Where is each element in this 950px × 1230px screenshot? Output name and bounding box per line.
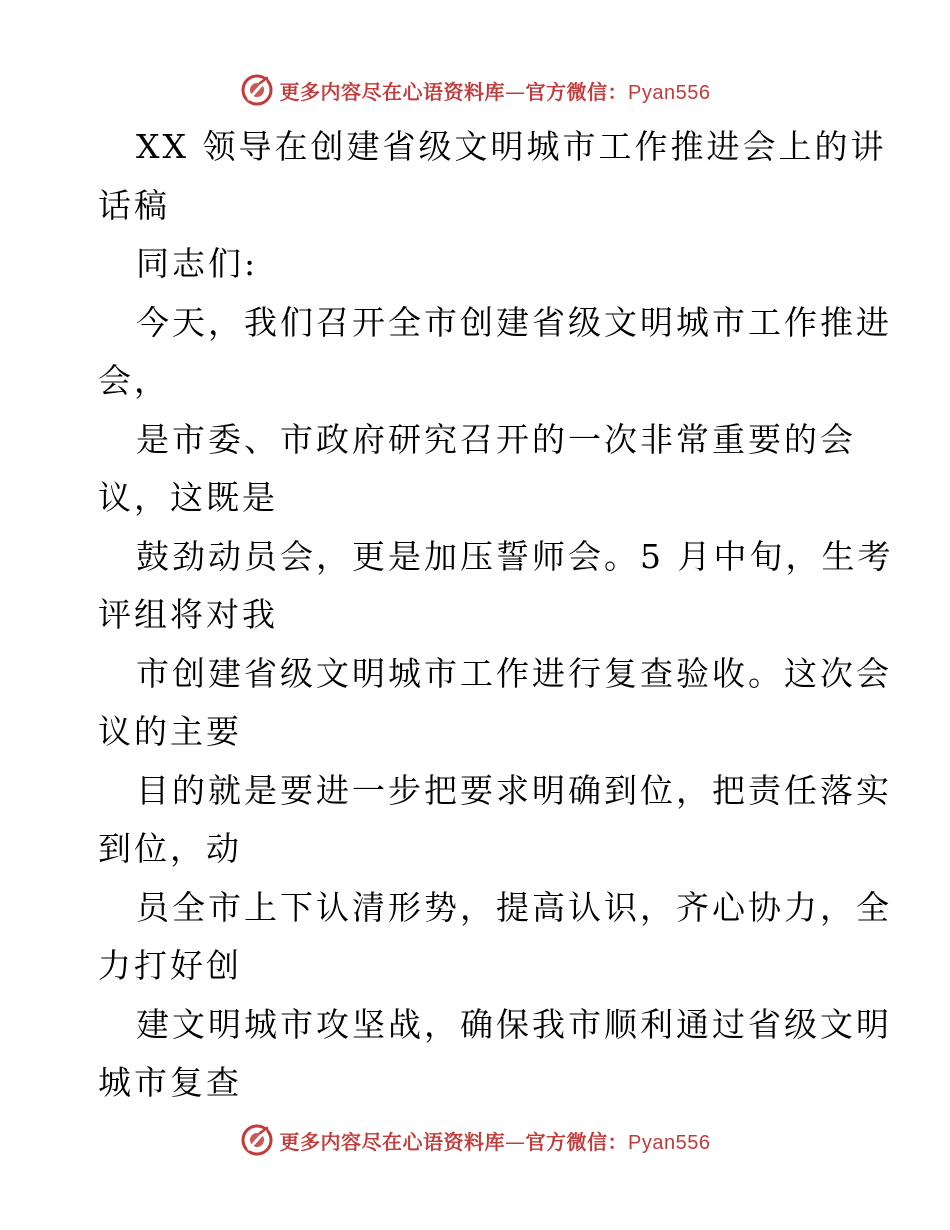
document-line: 会，: [98, 361, 170, 400]
document-line: 目的就是要进一步把要求明确到位，把责任落实: [136, 770, 892, 810]
document-line: 评组将对我: [98, 595, 278, 634]
document-line: 议，这既是: [98, 478, 278, 517]
header-watermark-banner: [0, 70, 950, 110]
document-line: 到位，动: [98, 829, 242, 868]
document-line: 鼓劲动员会，更是加压誓师会。5 月中旬，生考: [136, 536, 894, 576]
watermark-text: 更多内容尽在心语资料库—官方微信：Pyan556: [279, 1129, 711, 1154]
document-line: 话稿: [98, 185, 170, 225]
document-line: 是市委、市政府研究召开的一次非常重要的会: [136, 419, 856, 459]
document-body: [98, 118, 894, 1113]
library-logo-icon: [240, 1123, 274, 1157]
document-line: 城市复查: [98, 1063, 242, 1102]
footer-watermark-banner: [0, 1120, 950, 1160]
document-line: 建文明城市攻坚战，确保我市顺利通过省级文明: [136, 1004, 892, 1044]
document-line: XX 领导在创建省级文明城市工作推进会上的讲: [136, 127, 887, 166]
document-line: 员全市上下认清形势，提高认识，齐心协力，全: [136, 887, 892, 927]
document-line: 力打好创: [98, 946, 242, 985]
document-line: 同志们:: [136, 244, 259, 283]
library-logo-icon: [240, 73, 274, 107]
document-line: 议的主要: [98, 712, 242, 751]
document-line: 今天，我们召开全市创建省级文明城市工作推进: [136, 302, 892, 342]
document-line: 市创建省级文明城市工作进行复查验收。这次会: [136, 653, 892, 693]
watermark-text: 更多内容尽在心语资料库—官方微信：Pyan556: [279, 79, 711, 104]
